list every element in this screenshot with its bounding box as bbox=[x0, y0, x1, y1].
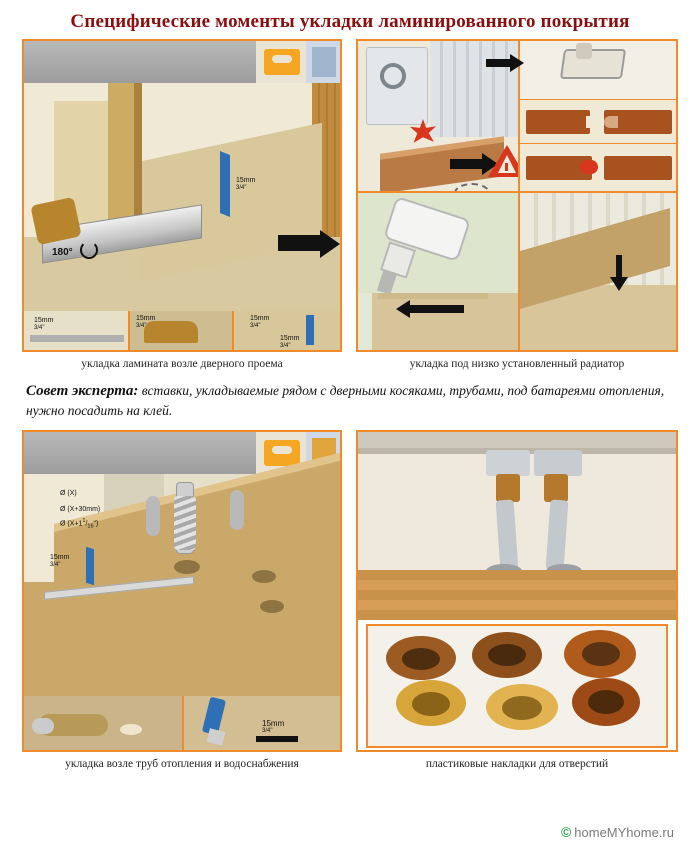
pipe-icon-1 bbox=[146, 496, 160, 536]
room-icon bbox=[312, 47, 336, 77]
hand-plane-scene bbox=[518, 41, 678, 99]
page-title: Специфические моменты укладки ламинированного покрытия bbox=[70, 11, 630, 32]
caption-doorway: укладка ламината возле дверного проема bbox=[81, 358, 283, 370]
pipe-icon-2 bbox=[230, 490, 244, 530]
expert-tip-text: вставки, укладываемые рядом с дверными косяками, трубами, под батареями отопления, нужно посадить на клей. bbox=[26, 383, 665, 418]
sub-frame-1: 15mm 3/4" bbox=[24, 311, 130, 352]
caption-radiator: укладка под низко установленный радиатор bbox=[409, 358, 625, 370]
site-watermark bbox=[561, 824, 674, 840]
panel-radiator-image bbox=[356, 39, 678, 352]
label-diameter-x30: Ø (X+30mm) bbox=[60, 506, 101, 513]
rotate-label: 180° bbox=[52, 247, 73, 258]
glue-scene bbox=[358, 191, 518, 352]
sub-frame-pipes-2: 15mm 3/4" bbox=[184, 696, 342, 752]
panel-radiator bbox=[356, 39, 678, 373]
panel-covers bbox=[356, 430, 678, 773]
dimension-label-15mm-a: 15mm 3/4" bbox=[236, 177, 256, 191]
copyright-symbol: © bbox=[560, 824, 572, 840]
spacer-wedge bbox=[220, 151, 230, 217]
caption-pipes: укладка возле труб отопления и водоснабжения bbox=[65, 758, 299, 770]
pipe-fitting-left bbox=[486, 450, 530, 476]
panel-pipes bbox=[22, 430, 342, 773]
sub-frame-3: 15mm 3/4" 15mm 3/4" bbox=[234, 311, 342, 352]
pipe-fitting-right bbox=[534, 450, 582, 476]
panel-covers-image bbox=[356, 430, 678, 752]
site-brand: homeMYhome.ru bbox=[574, 824, 674, 840]
rotate-icon bbox=[80, 241, 98, 259]
expert-tip bbox=[0, 373, 700, 430]
label-diameter-x: Ø (X) bbox=[60, 490, 77, 497]
panel-row-top bbox=[0, 39, 700, 373]
caption-covers: пластиковые накладки для отверстий bbox=[425, 758, 609, 770]
profile-diagram-1 bbox=[518, 99, 678, 143]
panel-row-bottom bbox=[0, 430, 700, 773]
panel-pipes-image bbox=[22, 430, 342, 752]
sub-frame-2: 15mm 3/4" bbox=[130, 311, 234, 352]
sub-frame-pipes-1 bbox=[24, 696, 184, 752]
panel-doorway bbox=[22, 39, 342, 373]
slide-under-scene bbox=[518, 191, 678, 352]
covers-photo bbox=[366, 624, 668, 748]
panel-doorway-image bbox=[22, 39, 342, 352]
label-15mm-left: 15mm 3/4" bbox=[50, 554, 70, 568]
direction-arrow bbox=[278, 235, 340, 258]
expert-tip-label: Совет эксперта: bbox=[26, 383, 139, 399]
label-diameter-x116: Ø $(X+1^1/_{16}")$ bbox=[60, 518, 99, 530]
profile-diagram-2 bbox=[518, 143, 678, 191]
